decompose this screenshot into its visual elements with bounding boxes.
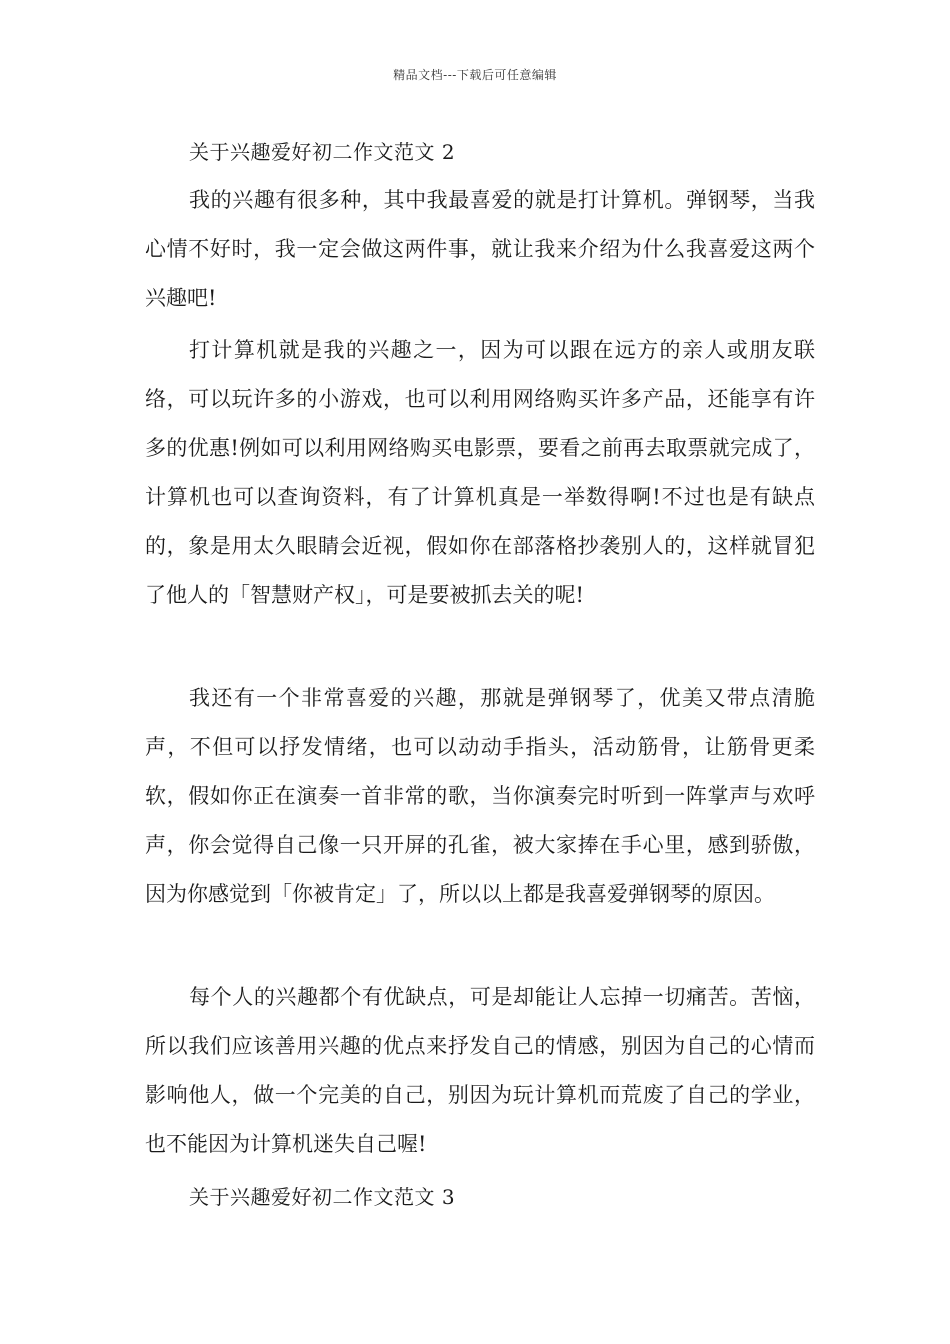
paragraph-intro: 我的兴趣有很多种，其中我最喜爱的就是打计算机。弹钢琴，当我心情不好时，我一定会做这两件事，就让我来介绍为什么我喜爱这两个兴趣吧! [145,188,815,310]
essay-title-2: 关于兴趣爱好初二作文范文 2 [189,140,456,164]
paragraph-conclusion: 每个人的兴趣都个有优缺点，可是却能让人忘掉一切痛苦。苦恼，所以我们应该善用兴趣的优点来抒发自己的情感，别因为自己的心情而影响他人，做一个完美的自己，别因为玩计算机而荒废了自己的学业，也不能因为计算机迷失自己喔! [145,985,815,1156]
page-header: 精品文档---下载后可任意编辑 [393,68,557,82]
paragraph-piano: 我还有一个非常喜爱的兴趣，那就是弹钢琴了，优美又带点清脆声，不但可以抒发情绪，也可以动动手指头，活动筋骨，让筋骨更柔软，假如你正在演奏一首非常的歌，当你演奏完时听到一阵掌声与欢呼声，你会觉得自己像一只开屏的孔雀，被大家捧在手心里，感到骄傲，因为你感觉到「你被肯定」了，所以以上都是我喜爱弹钢琴的原因。 [145,686,815,906]
paragraph-computer: 打计算机就是我的兴趣之一，因为可以跟在远方的亲人或朋友联络，可以玩许多的小游戏，也可以利用网络购买许多产品，还能享有许多的优惠!例如可以利用网络购买电影票，要看之前再去取票就完成了，计算机也可以查询资料，有了计算机真是一举数得啊!不过也是有缺点的，象是用太久眼睛会近视，假如你在部落格抄袭别人的，这样就冒犯了他人的「智慧财产权」，可是要被抓去关的呢! [145,338,815,607]
essay-title-3: 关于兴趣爱好初二作文范文 3 [189,1185,456,1209]
